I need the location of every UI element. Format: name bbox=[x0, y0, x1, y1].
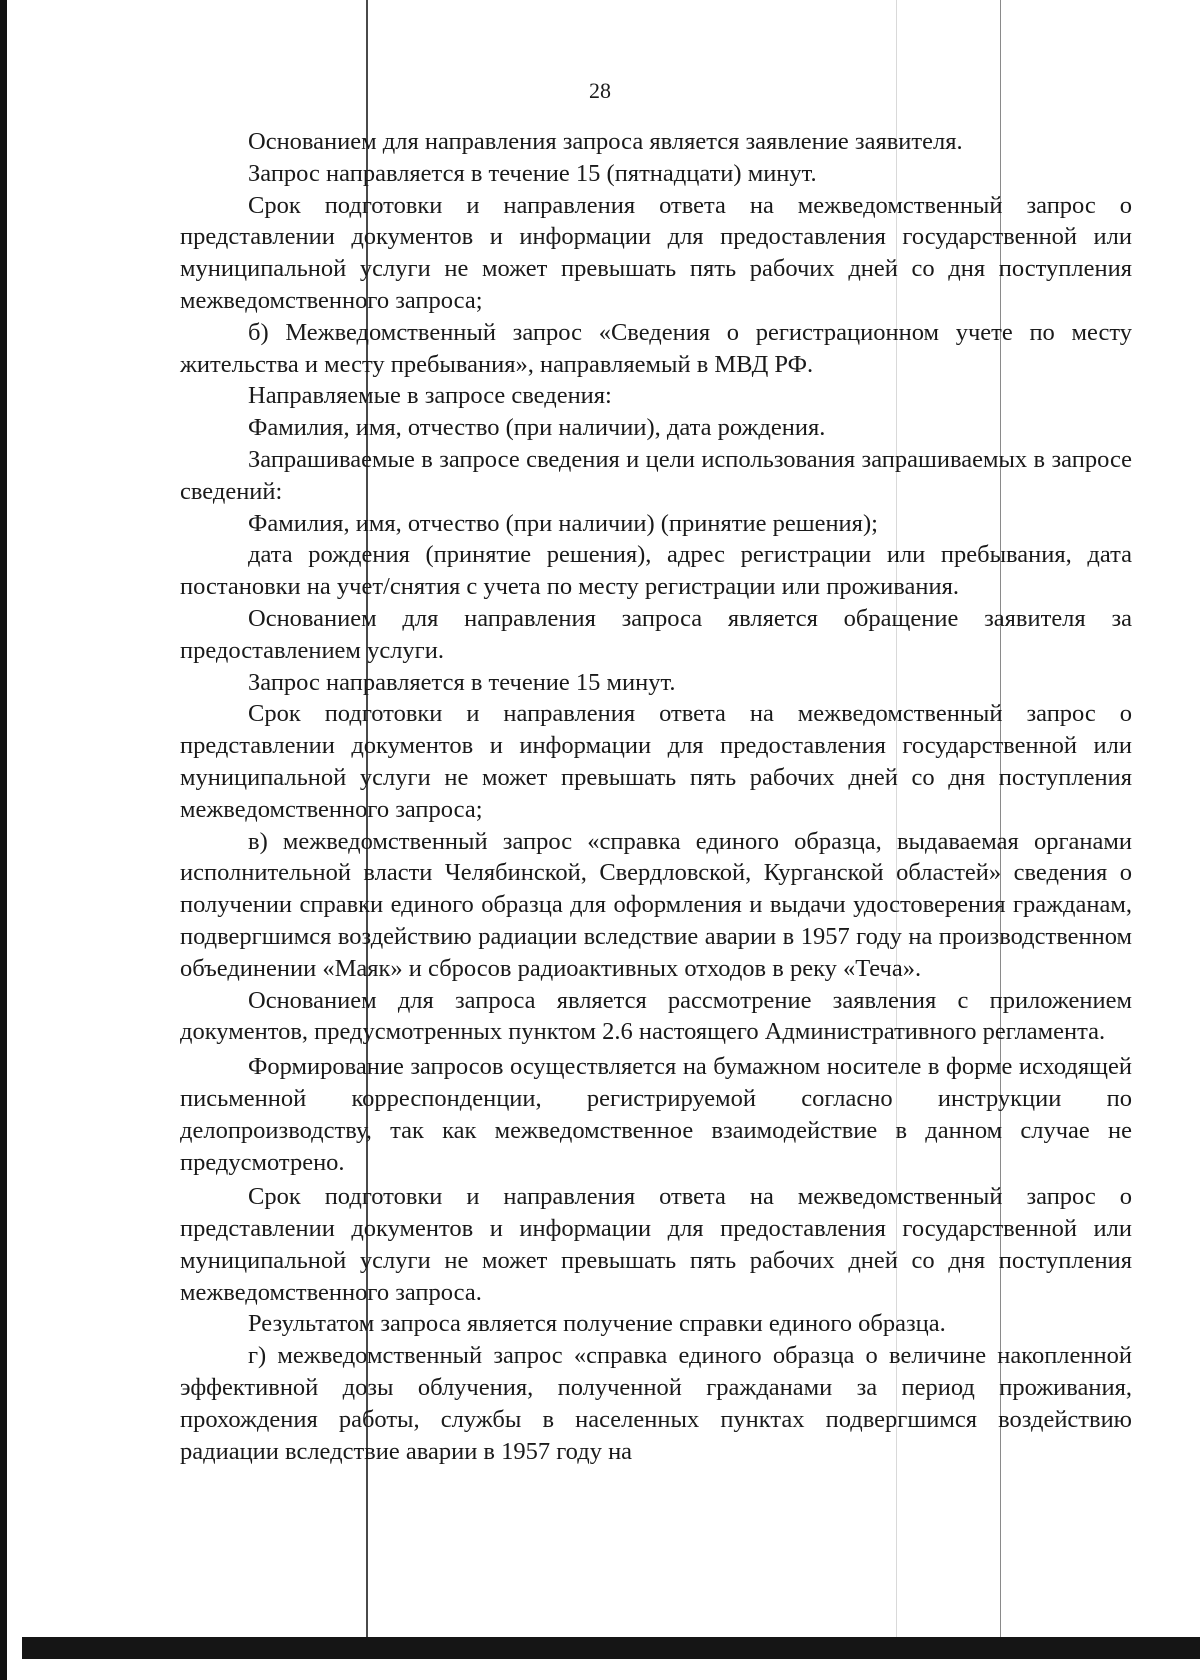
paragraph: Направляемые в запросе сведения: bbox=[248, 382, 612, 410]
paragraph: Срок подготовки и направления ответа на межведомственный запрос о представлении документов и информации для предоставления государственной или муниципальной услуги не может превышать пять рабочих дней со дня поступления межведомственного запроса. bbox=[180, 1183, 1132, 1306]
document-body bbox=[180, 126, 1132, 1467]
paragraph: г) межведомственный запрос «справка единого образца о величине накопленной эффективной дозы облучения, полученной гражданами за период проживания, прохождения работы, службы в населенных пунктах подвергшимся воздействию радиации вследствие аварии в 1957 году на bbox=[180, 1342, 1132, 1465]
paragraph: Основанием для направления запроса является обращение заявителя за предоставлением услуги. bbox=[180, 604, 1132, 664]
paragraph: Основанием для направления запроса является заявление заявителя. bbox=[248, 128, 963, 155]
paragraph: Формирование запросов осуществляется на бумажном носителе в форме исходящей письменной корреспонденции, регистрируемой согласно инструкции по делопроизводству, так как межведомственное взаимодействие в данном случае не предусмотрено. bbox=[180, 1053, 1132, 1176]
paragraph: Основанием для запроса является рассмотрение заявления с приложением документов, предусмотренных пунктом 2.6 настоящего Административного регламента. bbox=[180, 986, 1132, 1046]
paragraph: Фамилия, имя, отчество (при наличии) (принятие решения); bbox=[248, 509, 878, 537]
paragraph: Фамилия, имя, отчество (при наличии), дата рождения. bbox=[248, 414, 826, 442]
page-number: 28 bbox=[589, 78, 611, 103]
paragraph: б) Межведомственный запрос «Сведения о регистрационном учете по месту жительства и месту пребывания», направляемый в МВД РФ. bbox=[180, 318, 1132, 378]
paragraph: дата рождения (принятие решения), адрес регистрации или пребывания, дата постановки на учет/снятия с учета по месту регистрации или проживания. bbox=[180, 541, 1132, 601]
paragraph: Запрос направляется в течение 15 (пятнадцати) минут. bbox=[248, 159, 817, 187]
paragraph: в) межведомственный запрос «справка единого образца, выдаваемая органами исполнительной власти Челябинской, Свердловской, Курганской областей» сведения о получении справки единого образца для оформления и выдачи удостоверения гражданам, подвергшимся воздействию радиации вследствие аварии в 1957 году на производственном объединении «Маяк» и сбросов радиоактивных отходов в реку «Теча». bbox=[180, 827, 1132, 982]
scan-left-edge bbox=[0, 0, 7, 1680]
scan-bottom-edge bbox=[22, 1637, 1200, 1659]
paragraph: Запрос направляется в течение 15 минут. bbox=[248, 668, 676, 696]
paragraph: Запрашиваемые в запросе сведения и цели использования запрашиваемых в запросе сведений: bbox=[180, 445, 1132, 505]
paragraph: Срок подготовки и направления ответа на межведомственный запрос о представлении документов и информации для предоставления государственной или муниципальной услуги не может превышать пять рабочих дней со дня поступления межведомственного запроса; bbox=[180, 191, 1132, 314]
paragraph: Результатом запроса является получение справки единого образца. bbox=[248, 1310, 946, 1338]
paragraph: Срок подготовки и направления ответа на межведомственный запрос о представлении документов и информации для предоставления государственной или муниципальной услуги не может превышать пять рабочих дней со дня поступления межведомственного запроса; bbox=[180, 700, 1132, 823]
